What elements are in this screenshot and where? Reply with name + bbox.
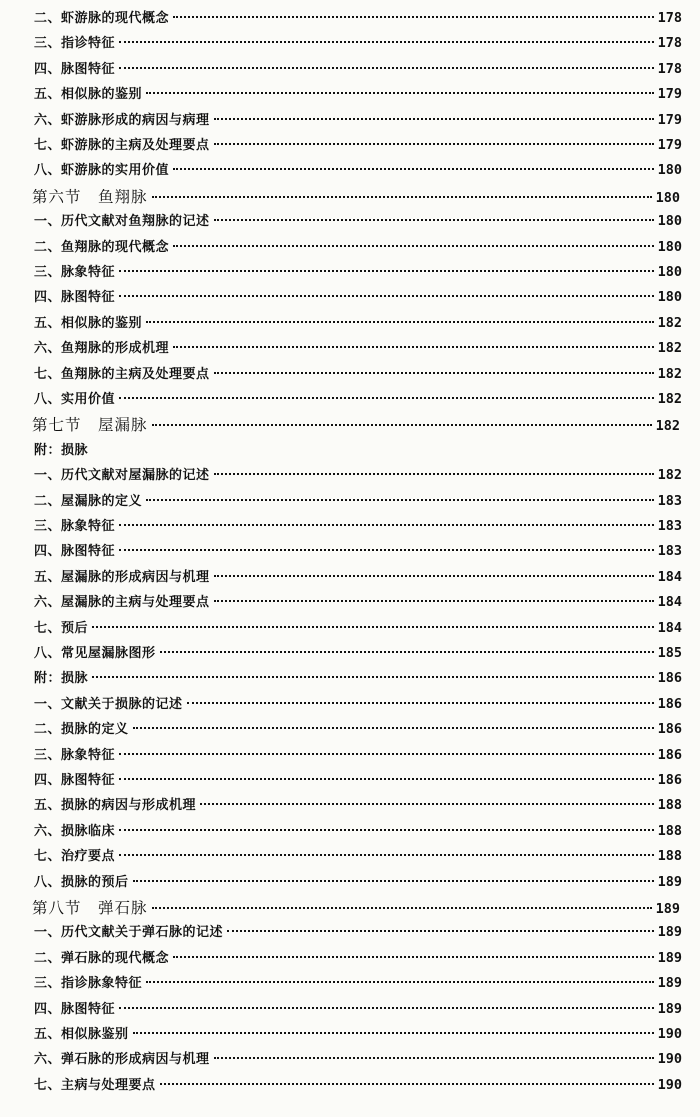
dot-leader	[119, 829, 654, 831]
dot-leader	[214, 118, 654, 120]
toc-page-number: 182	[657, 391, 682, 407]
dot-leader	[214, 600, 654, 602]
toc-page-number: 188	[657, 848, 682, 865]
toc-entry	[34, 871, 682, 890]
toc-entry-title: 四、脉图特征	[34, 61, 116, 77]
toc-page-number: 183	[657, 543, 682, 560]
toc-page-number: 186	[657, 670, 682, 687]
toc-entry-title: 一、历代文献对鱼翔脉的记述	[34, 214, 210, 230]
toc-entry	[34, 947, 682, 966]
toc-page-number: 183	[657, 492, 682, 509]
toc-entry	[34, 109, 682, 128]
toc-entry-title: 二、鱼翔脉的现代概念	[34, 239, 170, 255]
toc-entry-title: 六、虾游脉形成的病因与病理	[34, 112, 210, 128]
dot-leader	[214, 473, 654, 475]
dot-leader	[146, 499, 654, 501]
toc-page-number: 189	[657, 873, 682, 890]
toc-entry-title: 七、主病与处理要点	[34, 1077, 156, 1093]
dot-leader	[152, 424, 652, 426]
toc-section-heading	[32, 896, 680, 918]
toc-entry	[34, 1023, 682, 1042]
toc-entry	[34, 693, 682, 712]
toc-entry	[34, 744, 682, 763]
toc-page-number: 182	[657, 314, 682, 331]
toc-page-number: 188	[657, 822, 682, 839]
toc-page-number: 189	[657, 1000, 682, 1017]
dot-leader	[214, 219, 654, 221]
toc-entry	[34, 286, 682, 305]
toc-entry	[34, 998, 682, 1017]
toc-entry-title: 四、脉图特征	[34, 290, 116, 306]
toc-page-number: 182	[657, 340, 682, 357]
dot-leader	[119, 778, 654, 780]
dot-leader	[119, 41, 654, 43]
toc-entry-title: 二、屋漏脉的定义	[34, 493, 143, 509]
toc-entry-title: 四、脉图特征	[34, 1001, 116, 1017]
toc-entry-title: 一、历代文献关于弹石脉的记述	[34, 925, 224, 941]
toc-entry	[34, 58, 682, 77]
dot-leader	[200, 803, 654, 805]
toc-entry-title: 五、屋漏脉的形成病因与机理	[34, 569, 210, 585]
dot-leader	[173, 16, 654, 18]
toc-entry	[34, 667, 682, 686]
toc-entry	[34, 794, 682, 813]
toc-page-number: 179	[657, 137, 682, 153]
toc-entry-title: 八、实用价值	[34, 392, 116, 407]
toc-page-number: 186	[657, 746, 682, 763]
toc-entry	[34, 7, 682, 26]
toc-entry	[34, 820, 682, 839]
toc-page-number: 189	[657, 975, 682, 992]
toc-page-number: 180	[657, 162, 682, 179]
toc-entry	[34, 540, 682, 559]
toc-page-number: 186	[657, 721, 682, 738]
toc-entry	[34, 769, 682, 788]
toc-page-number: 179	[657, 86, 682, 103]
dot-leader	[119, 270, 654, 272]
toc-entry	[34, 1074, 682, 1093]
dot-leader	[173, 956, 654, 958]
dot-leader	[133, 880, 654, 882]
toc-entry-title: 六、损脉临床	[34, 823, 116, 839]
dot-leader	[146, 321, 654, 323]
toc-page-number: 184	[657, 619, 682, 636]
toc-entry	[34, 210, 682, 229]
dot-leader	[214, 143, 654, 145]
toc-page-number: 184	[657, 568, 682, 585]
toc-page-number: 190	[657, 1026, 682, 1042]
toc-entry	[34, 591, 682, 610]
toc-entry-title: 第七节 屋漏脉	[32, 416, 148, 435]
toc-entry-title: 七、预后	[34, 620, 89, 636]
toc-entry-title: 二、虾游脉的现代概念	[34, 11, 170, 26]
toc-entry-title: 六、弹石脉的形成病因与机理	[34, 1052, 210, 1068]
dot-leader	[119, 295, 654, 297]
toc-page-number: 190	[657, 1076, 682, 1093]
toc-page-number: 178	[657, 60, 682, 77]
dot-leader	[187, 702, 654, 704]
toc-page-number: 179	[657, 111, 682, 128]
toc-entry-title: 七、治疗要点	[34, 849, 116, 865]
dot-leader	[214, 1057, 654, 1059]
toc-page-number: 180	[657, 213, 682, 230]
toc-entry	[34, 617, 682, 636]
toc-entry	[34, 1048, 682, 1067]
toc-page-number: 182	[655, 418, 680, 435]
toc-page-number: 178	[657, 35, 682, 52]
dot-leader	[152, 196, 652, 198]
dot-leader	[146, 981, 654, 983]
toc-page-number: 185	[657, 645, 682, 661]
toc-entry-title: 附：损脉	[34, 671, 89, 687]
dot-leader	[119, 549, 654, 551]
toc-section-heading	[32, 413, 680, 435]
toc-page-number: 182	[657, 365, 682, 382]
dot-leader	[214, 372, 654, 374]
toc-entry	[34, 439, 682, 458]
toc-entry	[34, 261, 682, 280]
toc-entry-title: 二、损脉的定义	[34, 722, 129, 738]
toc-entry	[34, 159, 682, 178]
toc-page-number: 180	[657, 289, 682, 306]
toc-entry-title: 五、损脉的病因与形成机理	[34, 798, 197, 814]
toc-entry-title: 四、脉图特征	[34, 773, 116, 788]
dot-leader	[133, 1032, 654, 1034]
toc-page-number: 180	[657, 238, 682, 255]
toc-entry-title: 第八节 弹石脉	[32, 899, 148, 917]
toc-page-number: 183	[657, 518, 682, 534]
toc-entry-title: 三、脉象特征	[34, 519, 116, 534]
dot-leader	[152, 907, 652, 909]
toc-entry	[34, 515, 682, 534]
toc-page-number: 180	[655, 189, 680, 206]
dot-leader	[173, 168, 654, 170]
toc-page-number: 180	[657, 264, 682, 280]
toc-entry-title: 八、常见屋漏脉图形	[34, 646, 156, 661]
dot-leader	[173, 245, 654, 247]
dot-leader	[173, 346, 654, 348]
toc-entry-title: 第六节 鱼翔脉	[32, 187, 148, 206]
toc-entry	[34, 388, 682, 407]
dot-leader	[133, 727, 654, 729]
toc-entry-title: 二、弹石脉的现代概念	[34, 950, 170, 966]
toc-entry	[34, 363, 682, 382]
toc-page-number: 182	[657, 467, 682, 484]
dot-leader	[160, 651, 654, 653]
toc-page-number: 189	[655, 901, 680, 917]
toc-entry-title: 三、指诊脉象特征	[34, 976, 143, 992]
toc-entry-title: 五、相似脉鉴别	[34, 1027, 129, 1042]
toc-entry-title: 一、历代文献对屋漏脉的记述	[34, 468, 210, 484]
toc-entry	[34, 83, 682, 102]
toc-page-number: 178	[657, 10, 682, 26]
dot-leader	[214, 575, 654, 577]
toc-entry	[34, 845, 682, 864]
toc-entry	[34, 972, 682, 991]
toc-entry	[34, 236, 682, 255]
toc-entry-title: 附：损脉	[34, 442, 89, 458]
toc-entry	[34, 312, 682, 331]
toc-entry-title: 六、屋漏脉的主病与处理要点	[34, 595, 210, 611]
toc-page-number: 190	[657, 1051, 682, 1068]
toc-page-number: 186	[657, 772, 682, 788]
toc-entry-title: 三、脉象特征	[34, 747, 116, 763]
toc-entry-title: 五、相似脉的鉴别	[34, 87, 143, 103]
dot-leader	[119, 397, 654, 399]
toc-entry	[34, 490, 682, 509]
toc-entry-title: 三、指诊特征	[34, 36, 116, 52]
toc-entry	[34, 718, 682, 737]
dot-leader	[119, 524, 654, 526]
dot-leader	[160, 1083, 654, 1085]
toc-entry-title: 八、虾游脉的实用价值	[34, 163, 170, 179]
dot-leader	[92, 626, 654, 628]
toc-page-number: 186	[657, 695, 682, 712]
toc-entry-title: 三、脉象特征	[34, 265, 116, 280]
toc-entry-title: 一、文献关于损脉的记述	[34, 696, 183, 712]
dot-leader	[119, 1007, 654, 1009]
dot-leader	[119, 753, 654, 755]
toc-page-number: 189	[657, 924, 682, 941]
toc-entry-title: 四、脉图特征	[34, 544, 116, 560]
toc-entry-title: 八、损脉的预后	[34, 874, 129, 890]
toc-page-number: 188	[657, 797, 682, 814]
dot-leader	[227, 930, 654, 932]
toc-entry	[34, 566, 682, 585]
toc-entry-title: 五、相似脉的鉴别	[34, 315, 143, 331]
toc-entry	[34, 134, 682, 153]
dot-leader	[119, 854, 654, 856]
dot-leader	[146, 92, 654, 94]
toc-entry-title: 六、鱼翔脉的形成机理	[34, 341, 170, 357]
dot-leader	[119, 67, 654, 69]
toc-entry-title: 七、虾游脉的主病及处理要点	[34, 138, 210, 153]
toc-entry	[34, 642, 682, 661]
toc-section-heading	[32, 185, 680, 207]
toc-entry	[34, 921, 682, 940]
toc-entry	[34, 337, 682, 356]
toc-page-number: 189	[657, 949, 682, 966]
toc-page-number: 184	[657, 594, 682, 611]
dot-leader	[92, 676, 654, 678]
toc-entry	[34, 32, 682, 51]
toc-entry	[34, 464, 682, 483]
toc-entry-title: 七、鱼翔脉的主病及处理要点	[34, 366, 210, 382]
